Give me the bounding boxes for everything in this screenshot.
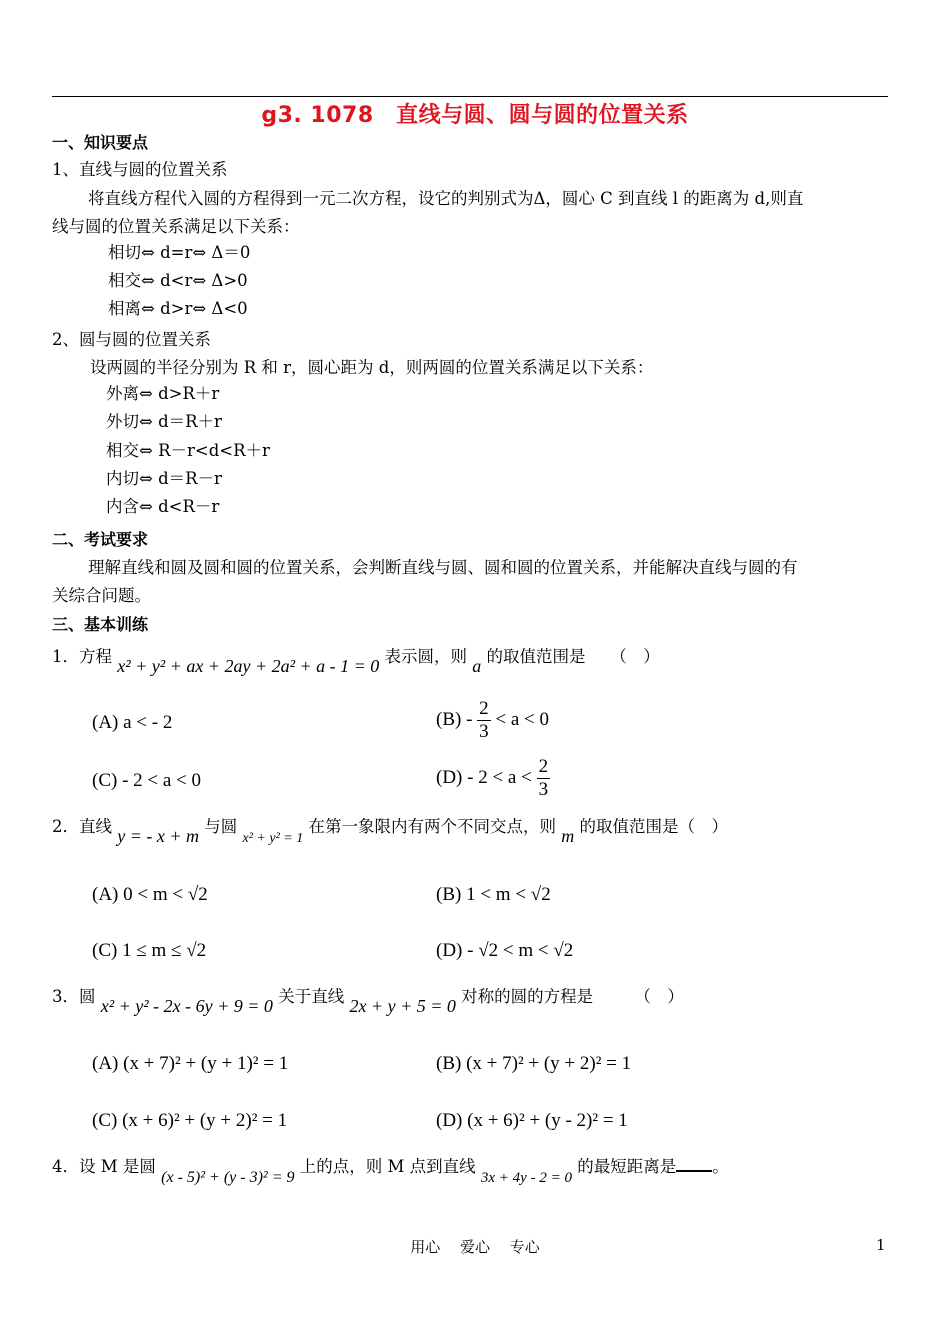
question-text: 对称的圆的方程是 （ ） (461, 987, 684, 1006)
variable: a (472, 656, 482, 676)
option-a: (A) (x + 7)² + (y + 1)² = 1 (92, 1053, 289, 1074)
relation-item: 外离⇔ d>R＋r (106, 384, 220, 403)
option-label: (D) - 2 < a < (436, 766, 532, 788)
equation: y = - x + m (117, 826, 200, 846)
page-footer: 用心 爱心 专心 (410, 1238, 540, 1256)
denominator: 3 (479, 721, 489, 742)
denominator: 3 (538, 779, 549, 800)
option-c: (C) (x + 6)² + (y + 2)² = 1 (92, 1110, 288, 1131)
section-heading-exam: 二、考试要求 (52, 530, 149, 549)
page-number: 1 (876, 1236, 886, 1254)
option-label: (B) - (436, 708, 473, 730)
answer-blank (676, 1156, 712, 1172)
option-b: (B) 1 < m < √2 (436, 884, 551, 905)
section-heading-training: 三、基本训练 (52, 615, 149, 634)
equation: x² + y² - 2x - 6y + 9 = 0 (100, 996, 273, 1016)
question-number: 2．直线 (52, 817, 112, 836)
paragraph-line: 设两圆的半径分别为 R 和 r，圆心距为 d，则两圆的位置关系满足以下关系： (90, 358, 654, 377)
question-text: 关于直线 (278, 987, 345, 1006)
numerator: 2 (538, 756, 549, 777)
question-4 (52, 1156, 729, 1186)
numerator: 2 (479, 698, 489, 719)
question-text: 在第一象限内有两个不同交点，则 (308, 817, 556, 836)
option-b (436, 698, 549, 743)
relation-item: 内切⇔ d＝R－r (106, 469, 222, 488)
question-text: 的取值范围是（ ） (579, 817, 728, 836)
question-text: 上的点，则 M 点到直线 (299, 1157, 476, 1176)
paragraph-line: 关综合问题。 (52, 586, 151, 605)
equation: x² + y² = 1 (242, 831, 304, 846)
question-text: 与圆 (204, 817, 238, 836)
fraction (477, 698, 491, 743)
section-heading-knowledge: 一、知识要点 (52, 133, 149, 152)
page-title: g3. 1078 直线与圆、圆与圆的位置关系 (261, 103, 689, 128)
relation-item: 相交⇔ R－r<d<R＋r (106, 441, 270, 460)
equation: 2x + y + 5 = 0 (349, 996, 456, 1016)
relation-item: 相离⇔ d>r⇔ Δ<0 (108, 299, 248, 318)
option-a: (A) 0 < m < √2 (92, 884, 208, 905)
question-1 (52, 646, 660, 676)
top-rule (52, 96, 888, 97)
relation-item: 相交⇔ d<r⇔ Δ>0 (108, 271, 248, 290)
relation-item: 外切⇔ d＝R＋r (106, 412, 222, 431)
equation: (x - 5)² + (y - 3)² = 9 (161, 1169, 295, 1186)
relation-item: 内含⇔ d<R－r (106, 497, 220, 516)
question-end: 。 (712, 1157, 729, 1176)
question-number: 1．方程 (52, 647, 112, 666)
option-text: < a < 0 (495, 708, 550, 730)
option-d: (D) - √2 < m < √2 (436, 940, 574, 961)
option-c: (C) - 2 < a < 0 (92, 770, 202, 791)
option-d (436, 756, 550, 801)
paragraph-line: 线与圆的位置关系满足以下关系： (52, 217, 300, 236)
equation: 3x + 4y - 2 = 0 (480, 1170, 572, 1186)
question-text: 表示圆，则 (384, 647, 468, 666)
option-d: (D) (x + 6)² + (y - 2)² = 1 (436, 1110, 628, 1131)
subheading-line-circle: 1、直线与圆的位置关系 (52, 160, 228, 179)
variable: m (561, 826, 575, 846)
fraction (537, 756, 551, 801)
paragraph-line: 将直线方程代入圆的方程得到一元二次方程，设它的判别式为Δ，圆心 C 到直线 l 的距离为 d,则直 (88, 189, 804, 208)
equation: x² + y² + ax + 2ay + 2a² + a - 1 = 0 (117, 656, 380, 676)
option-b: (B) (x + 7)² + (y + 2)² = 1 (436, 1053, 632, 1074)
question-text: 的最短距离是 (577, 1157, 677, 1176)
relation-item: 相切⇔ d=r⇔ Δ＝0 (108, 243, 251, 262)
question-number: 4．设 M 是圆 (52, 1157, 156, 1176)
question-3 (52, 986, 684, 1016)
question-2 (52, 816, 728, 846)
option-c: (C) 1 ≤ m ≤ √2 (92, 940, 207, 961)
question-text: 的取值范围是 （ ） (486, 647, 660, 666)
option-a: (A) a < - 2 (92, 712, 173, 733)
question-number: 3．圆 (52, 987, 96, 1006)
paragraph-line: 理解直线和圆及圆和圆的位置关系，会判断直线与圆、圆和圆的位置关系，并能解决直线与圆的有 (88, 558, 798, 577)
subheading-circle-circle: 2、圆与圆的位置关系 (52, 330, 211, 349)
